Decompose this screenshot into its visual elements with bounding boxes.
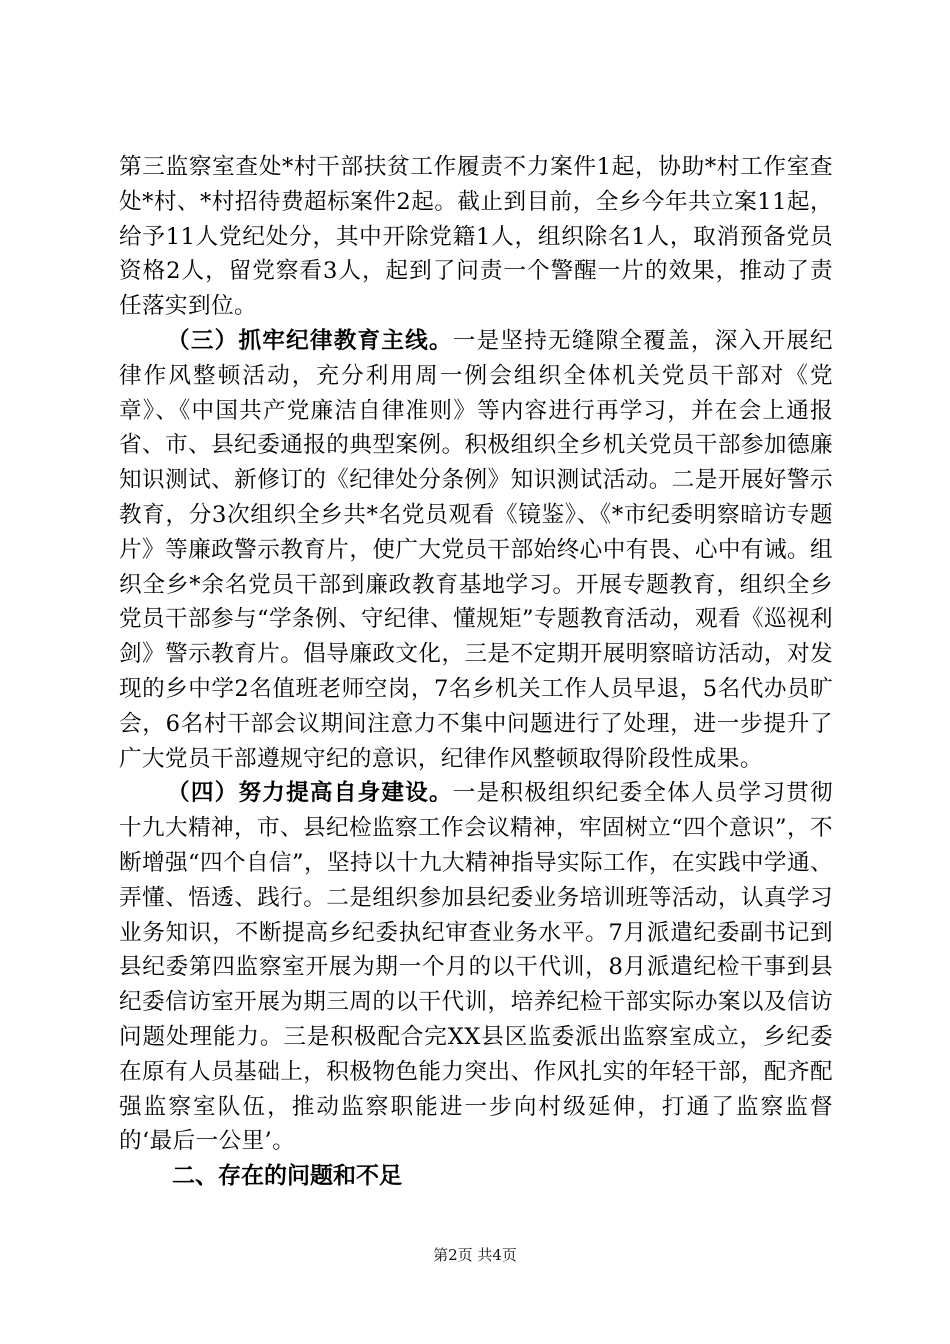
paragraph-lead-heading: （三）抓牢纪律教育主线。 <box>167 327 453 354</box>
section-heading: 二、存在的问题和不足 <box>172 1163 402 1190</box>
paragraph-self-construction <box>119 776 833 1159</box>
page-number-footer: 第2页 共4页 <box>433 1246 517 1264</box>
paragraph-lead-heading: （四）努力提高自身建设。 <box>167 780 453 807</box>
paragraph-text: 一是积极组织纪委全体人员学习贯彻十九大精神，市、县纪检监察工作会议精神，牢固树立“四个意识”，不断增强“四个自信”，坚持以十九大精神指导实际工作，在实践中学通、弄懂、悟透、践行。二是组织参加县纪委业务培训班等活动，认真学习业务知识，不断提高乡纪委执纪审查业务水平。7月派遣纪委副书记到县纪委第四监察室开展为期一个月的以干代训，8月派遣纪检干事到县纪委信访室开展为期三周的以干代训，培养纪检干部实际办案以及信访问题处理能力。三是积极配合完XX县区监委派出监察室成立，乡纪委在原有人员基础上，积极物色能力突出、作风扎实的年轻干部，配齐配强监察室队伍，推动监察职能进一步向村级延伸，打通了监察监督的‘最后一公里’。 <box>119 780 833 1155</box>
paragraph-text: 一是坚持无缝隙全覆盖，深入开展纪律作风整顿活动，充分利用周一例会组织全体机关党员干部对《党章》、《中国共产党廉洁自律准则》等内容进行再学习，并在会上通报省、市、县纪委通报的典型案例。积极组织全乡机关党员干部参加德廉知识测试、新修订的《纪律处分条例》知识测试活动。二是开展好警示教育，分3次组织全乡共*名党员观看《镜鉴》、《*市纪委明察暗访专题片》等廉政警示教育片，使广大党员干部始终心中有畏、心中有诫。组织全乡*余名党员干部到廉政教育基地学习。开展专题教育，组织全乡党员干部参与“学条例、守纪律、懂规矩”专题教育活动，观看《巡视利剑》警示教育片。倡导廉政文化，三是不定期开展明察暗访活动，对发现的乡中学2名值班老师空岗，7名乡机关工作人员早退，5名代办员旷会，6名村干部会议期间注意力不集中问题进行了处理，进一步提升了广大党员干部遵规守纪的意识，纪律作风整顿取得阶段性成果。 <box>119 327 833 772</box>
paragraph-discipline-education <box>119 324 833 776</box>
paragraph-text: 第三监察室查处*村干部扶贫工作履责不力案件1起，协助*村工作室查处*村、*村招待费超标案件2起。截止到目前，全乡今年共立案11起，给予11人党纪处分，其中开除党籍1人，组织除名1人，取消预备党员资格2人，留党察看3人，起到了问责一个警醒一片的效果，推动了责任落实到位。 <box>119 154 833 320</box>
document-body <box>119 150 833 1194</box>
paragraph-case-results <box>119 150 833 324</box>
